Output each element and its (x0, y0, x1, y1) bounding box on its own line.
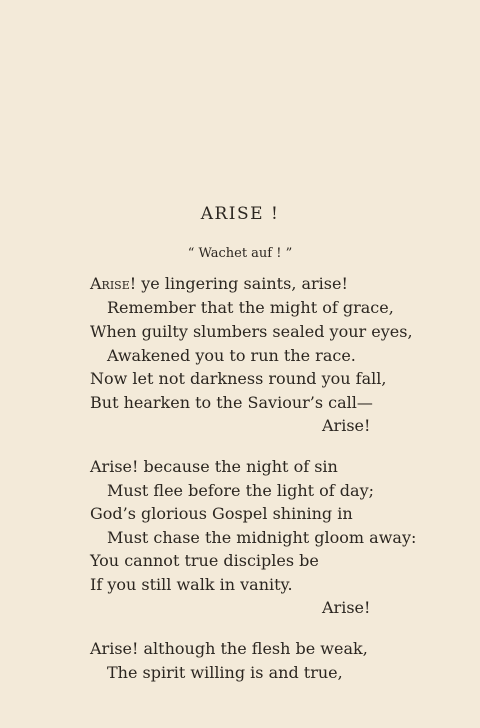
poem-line: Must flee before the light of day; (107, 481, 375, 500)
poem-line: Now let not darkness round you fall, (90, 369, 387, 388)
poem-title: ARISE ! (200, 204, 280, 224)
poem-line: You cannot true disciples be (90, 551, 319, 570)
poem-epigraph: “ Wachet auf ! ” (187, 246, 293, 261)
poem-line: Must chase the midnight gloom away: (107, 528, 417, 547)
poem-line: Remember that the might of grace, (107, 298, 394, 317)
poem-line: Arise! although the flesh be weak, (90, 639, 368, 658)
poem-line: God’s glorious Gospel shining in (90, 504, 353, 523)
poem-line: When guilty slumbers sealed your eyes, (90, 322, 413, 341)
poem-line: Awakened you to run the race. (107, 346, 356, 365)
poem-line: But hearken to the Saviour’s call— (90, 393, 373, 412)
poem-line: Arise! because the night of sin (90, 457, 338, 476)
poem-line-text: ! ye lingering saints, arise! (129, 274, 348, 293)
poem-first-word: Arise (90, 274, 130, 293)
poem-refrain: Arise! (322, 416, 371, 435)
poem-refrain: Arise! (322, 598, 371, 617)
poem-line (90, 274, 348, 293)
poem-line: The spirit willing is and true, (107, 663, 343, 682)
poem-line: If you still walk in vanity. (90, 575, 293, 594)
